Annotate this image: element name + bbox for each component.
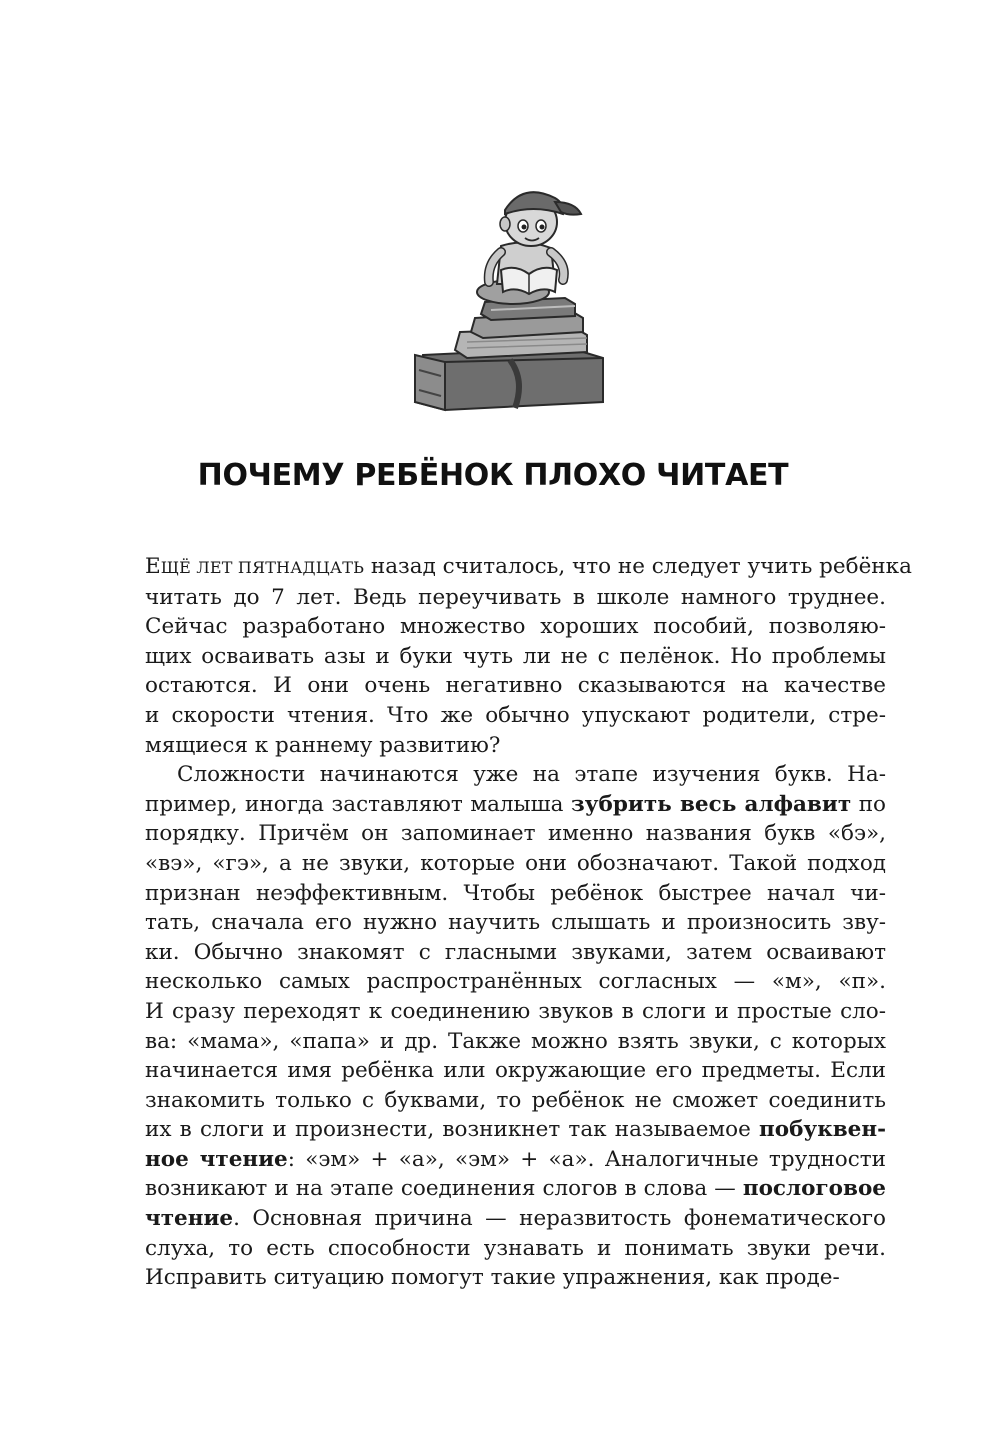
text-segment: Сложности начинаются уже на этапе изучения букв. На-	[177, 762, 886, 788]
emphasis-text: послоговое	[742, 1176, 886, 1202]
text-segment: возникают и на этапе соединения слогов в слова —	[145, 1176, 743, 1202]
text-segment: Сейчас разработано множество хороших пособий, позволяю-	[145, 614, 886, 640]
text-segment: остаются. И они очень негативно сказываются на качестве	[145, 673, 886, 699]
text-segment: ва: «мама», «папа» и др. Также можно взять звуки, с которых	[145, 1028, 886, 1054]
emphasis-text: чтение	[145, 1206, 234, 1232]
text-line	[145, 938, 886, 968]
text-segment: пример, иногда заставляют малыша	[145, 791, 572, 817]
text-segment: порядку. Причём он запоминает именно названия букв «бэ»,	[145, 821, 886, 847]
text-segment: : «эм» + «а», «эм» + «а». Аналогичные трудности	[287, 1146, 887, 1172]
text-line	[145, 583, 886, 613]
emphasis-text: ное чтение	[145, 1146, 288, 1172]
text-segment: щих осваивать азы и буки чуть ли не с пелёнок. Но проблемы	[145, 643, 886, 669]
paragraph-1	[145, 552, 912, 760]
page-title: ПОЧЕМУ РЕБЁНОК ПЛОХО ЧИТАЕТ	[197, 458, 789, 493]
text-line	[145, 731, 886, 761]
text-line	[145, 552, 912, 583]
boy-reading-on-books-illustration	[405, 180, 615, 412]
text-segment: мящиеся к раннему развитию?	[145, 732, 501, 758]
text-line	[145, 760, 886, 790]
text-line	[145, 1086, 886, 1116]
paragraph-2	[145, 760, 886, 1293]
text-segment: признан неэффективным. Чтобы ребёнок быстрее начал чи-	[145, 880, 886, 906]
text-line	[145, 1263, 886, 1293]
text-line	[145, 879, 886, 909]
text-segment: читать до 7 лет. Ведь переучивать в школе намного труднее.	[145, 584, 886, 610]
text-line	[145, 612, 886, 642]
text-segment: Исправить ситуацию помогут такие упражнения, как проде-	[145, 1265, 840, 1291]
text-segment: . Основная причина — неразвитость фонематического	[233, 1206, 886, 1232]
emphasis-text: побуквен-	[759, 1117, 886, 1143]
text-segment: слуха, то есть способности узнавать и понимать звуки речи.	[145, 1235, 886, 1261]
text-line	[145, 908, 886, 938]
text-line	[145, 849, 886, 879]
text-line	[145, 642, 886, 672]
text-segment: знакомить только с буквами, то ребёнок не сможет соединить	[145, 1087, 886, 1113]
text-segment: их в слоги и произнести, возникнет так называемое	[145, 1117, 760, 1143]
text-segment: назад считалось, что не следует учить ребёнка	[364, 554, 912, 579]
emphasis-text: зубрить весь алфавит	[571, 791, 852, 817]
text-segment: несколько самых распространённых согласных — «м», «п».	[145, 969, 886, 995]
text-line	[145, 997, 886, 1027]
text-line	[145, 1115, 886, 1145]
text-line	[145, 1204, 886, 1234]
text-segment: и скорости чтения. Что же обычно упускают родители, стре-	[145, 702, 886, 728]
book-stack-icon	[415, 298, 603, 410]
text-segment: «вэ», «гэ», а не звуки, которые они обозначают. Такой подход	[145, 850, 886, 876]
text-line	[145, 790, 886, 820]
text-segment: Е	[145, 554, 161, 579]
boy-icon	[477, 192, 581, 304]
text-line	[145, 671, 886, 701]
text-line	[145, 1027, 886, 1057]
text-segment: ки. Обычно знакомят с гласными звуками, затем осваивают	[145, 939, 886, 965]
text-line	[145, 1234, 886, 1264]
body-text	[145, 552, 912, 1293]
text-line	[145, 819, 886, 849]
text-line	[145, 967, 886, 997]
text-line	[145, 1056, 886, 1086]
text-segment: начинается имя ребёнка или окружающие его предметы. Если	[145, 1058, 886, 1084]
text-line	[145, 1145, 886, 1175]
text-segment: тать, сначала его нужно научить слышать и произносить зву-	[145, 910, 886, 936]
smallcaps-text: ЩЁ ЛЕТ ПЯТНАДЦАТЬ	[160, 558, 365, 577]
text-line	[145, 1174, 886, 1204]
text-line	[145, 701, 886, 731]
text-segment: И сразу переходят к соединению звуков в слоги и простые сло-	[145, 998, 886, 1024]
text-segment: по	[851, 791, 886, 817]
